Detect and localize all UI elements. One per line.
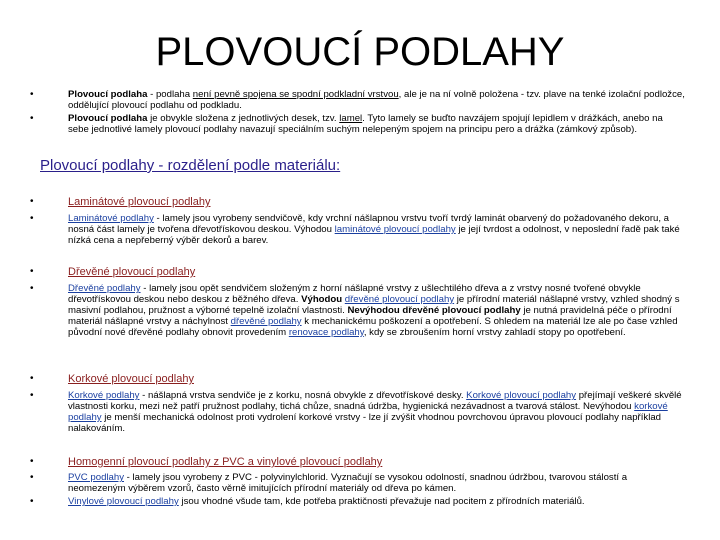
- wood-body-item: [0, 283, 720, 338]
- intro-block: [0, 89, 720, 135]
- bullet-icon: •: [30, 113, 34, 124]
- bullet-icon: •: [30, 496, 34, 507]
- intro-item-1: [0, 89, 720, 111]
- wood-link-4[interactable]: renovace podlahy: [288, 327, 364, 338]
- laminate-text: Laminátové podlahy - lamely jsou vyrobeny sendvičově, kdy vrchní nášlapnou vrstvu tvoří tvrdý laminát obarvený do požadovaného dekoru, a nosná část lamely je tvořena dřevotřískovou deskou. Výhodou laminátové plovoucí podlahy je její tvrdost a odolnost, v neposlední řadě pak také nízká cena a nepřeberný výběr dekorů a barev.: [68, 213, 680, 246]
- intro-item-2: [0, 113, 720, 135]
- bullet-icon: •: [30, 283, 34, 294]
- bullet-icon: •: [30, 456, 34, 467]
- cork-link-1[interactable]: Korkové podlahy: [68, 390, 140, 401]
- laminate-body-block: [0, 213, 720, 246]
- bullet-icon: •: [30, 266, 34, 277]
- pvc-body-item-2: [0, 496, 720, 507]
- wood-link-3[interactable]: dřevěné podlahy: [230, 316, 302, 327]
- bullet-icon: •: [30, 196, 34, 207]
- intro-text-2: Plovoucí podlaha je obvykle složena z jednotlivých desek, tzv. lamel. Tyto lamely se buďto navzájem spojují lepidlem v drážkách, anebo na sebe jednotlivé lamely plovoucí podlahy navazují speciálním suchým nelepeným spojem na principu pero a drážka (zámkový způsob).: [68, 113, 663, 135]
- wood-link-2[interactable]: dřevěné plovoucí podlahy: [344, 294, 455, 305]
- wood-heading-block: [0, 266, 720, 279]
- cork-heading-item: [0, 373, 720, 386]
- wood-body-block: [0, 283, 720, 338]
- pvc-heading: Homogenní plovoucí podlahy z PVC a vinylové plovoucí podlahy: [68, 456, 383, 468]
- pvc-heading-item: [0, 456, 720, 469]
- laminate-heading: Laminátové plovoucí podlahy: [68, 196, 211, 208]
- pvc-body-block: [0, 472, 720, 507]
- wood-heading-item: [0, 266, 720, 279]
- pvc-body-item-1: [0, 472, 720, 494]
- bullet-icon: •: [30, 390, 34, 401]
- wood-text: Dřevěné podlahy - lamely jsou opět sendvičem složeným z horní nášlapné vrstvy z ušlechtilého dřeva a z vrstvy nosné tvořené obvykle dřevotřískovou deskou nebo deskou z běžného dřeva. Výhodou dřevěné plovoucí podlahy je přírodní materiál nášlapné vrstvy, vzhled shodný s masivní podlahou, pružnost a výborné tepelně izolační vlastnosti. Nevýhodou dřevěné plovoucí podlahy je nutná pravidelná péče o přírodní materiál nášlapné vrstvy a náchylnost dřevěné podlahy k mechanickému poškození a opotřebení. S ohledem na materiál lze ale po čase vzhled původní nové dřevěné podlahy obnovit provedením renovace podlahy, kdy se zbroušením horní vrstvy zahladí stopy po opotřebení.: [68, 283, 680, 338]
- bullet-icon: •: [30, 373, 34, 384]
- intro-text-1: Plovoucí podlaha - podlaha není pevně spojena se spodní podkladní vrstvou, ale je na ní volně položena - tzv. plave na tenké izolační podložce, oddělující plovoucí podlahu od podkladu.: [68, 89, 685, 111]
- cork-text: Korkové podlahy - nášlapná vrstva sendviče je z korku, nosná obvykle z dřevotřískové desky. Korkové plovoucí podlahy přejímají veškeré skvělé vlastnosti korku, mezi než patří pružnost podlahy, tichá chůze, snadná údržba, hygienická nezávadnost a tvarová stálost. Nevýhodou korkové podlahy je menší mechanická odolnost proti vydrolení korkové vrstvy - lze jí zvýšit vhodnou povrchovou úpravou plovoucí podlahy například nalakováním.: [68, 390, 682, 434]
- wood-link-1[interactable]: Dřevěné podlahy: [68, 283, 141, 294]
- laminate-heading-item: [0, 196, 720, 209]
- cork-link-3[interactable]: korkové podlahy: [68, 401, 668, 423]
- slide-title: PLOVOUCÍ PODLAHY: [155, 30, 565, 74]
- cork-body-item: [0, 390, 720, 434]
- pvc-link-2[interactable]: Vinylové plovoucí podlahy: [68, 496, 179, 507]
- laminate-link-1[interactable]: Laminátové podlahy: [68, 213, 154, 224]
- pvc-text-2: Vinylové plovoucí podlahy jsou vhodné všude tam, kde potřeba praktičnosti převažuje nad pocitem z přírodních materiálů.: [68, 496, 585, 507]
- cork-body-block: [0, 390, 720, 434]
- cork-heading-block: [0, 373, 720, 386]
- laminate-body-item: [0, 213, 720, 246]
- section-title: Plovoucí podlahy - rozdělení podle materiálu:: [40, 157, 341, 174]
- bullet-icon: •: [30, 472, 34, 483]
- cork-heading: Korkové plovoucí podlahy: [68, 373, 194, 385]
- bullet-icon: •: [30, 89, 34, 100]
- cork-link-2[interactable]: Korkové plovoucí podlahy: [466, 390, 577, 401]
- bullet-icon: •: [30, 213, 34, 224]
- pvc-link-1[interactable]: PVC podlahy: [68, 472, 124, 483]
- laminate-link-2[interactable]: laminátové plovoucí podlahy: [334, 224, 456, 235]
- pvc-heading-block: [0, 456, 720, 469]
- pvc-text-1: PVC podlahy - lamely jsou vyrobeny z PVC - polyvinylchlorid. Vyznačují se vysokou odolností, snadnou údržbou, tvarovou stálostí a neomezeným výběrem vzorů, často věrně imitujících přírodní materiály od dřeva po kámen.: [68, 472, 628, 494]
- laminate-heading-block: [0, 196, 720, 209]
- wood-heading: Dřevěné plovoucí podlahy: [68, 266, 196, 278]
